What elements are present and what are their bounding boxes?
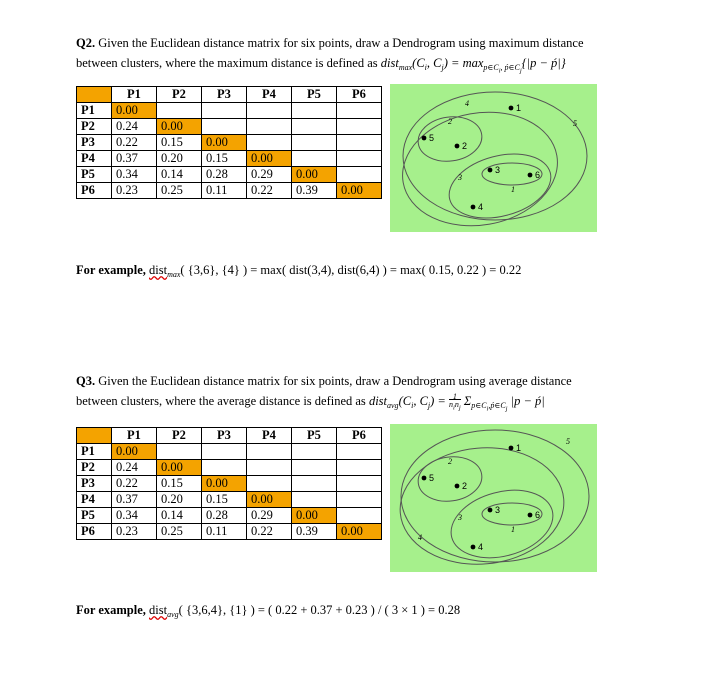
- point-6: [528, 173, 533, 178]
- matrix-cell: [202, 460, 247, 476]
- matrix-cell: 0.00: [337, 524, 382, 540]
- matrix-cell: 0.11: [202, 524, 247, 540]
- q3-example: [76, 603, 460, 619]
- matrix-col-header: P2: [157, 87, 202, 103]
- matrix-cell: 0.22: [247, 183, 292, 199]
- matrix-cell: [247, 103, 292, 119]
- matrix-cell: 0.00: [112, 103, 157, 119]
- matrix-cell: [337, 460, 382, 476]
- matrix-cell: 0.22: [112, 476, 157, 492]
- matrix-cell: 0.00: [337, 183, 382, 199]
- matrix-col-header: P5: [292, 87, 337, 103]
- matrix-cell: [157, 444, 202, 460]
- point-2: [455, 484, 460, 489]
- matrix-cell: [157, 103, 202, 119]
- point-label-5: 5: [429, 133, 435, 143]
- matrix-col-header: P1: [112, 428, 157, 444]
- matrix-cell: [292, 119, 337, 135]
- cluster-diagram-q3: [390, 424, 597, 572]
- matrix-cell: [337, 508, 382, 524]
- matrix-cell: 0.00: [157, 460, 202, 476]
- matrix-row-header: P1: [77, 444, 112, 460]
- matrix-row-header: P5: [77, 167, 112, 183]
- matrix-cell: 0.24: [112, 119, 157, 135]
- point-2: [455, 144, 460, 149]
- matrix-corner: [77, 428, 112, 444]
- matrix-cell: 0.15: [157, 135, 202, 151]
- matrix-cell: [292, 151, 337, 167]
- distance-matrix-q3: [76, 427, 382, 540]
- matrix-cell: 0.20: [157, 151, 202, 167]
- matrix-row-header: P6: [77, 524, 112, 540]
- matrix-col-header: P6: [337, 87, 382, 103]
- matrix-cell: 0.28: [202, 167, 247, 183]
- merge-label-5: 5: [566, 437, 570, 446]
- matrix-row: [77, 524, 382, 540]
- matrix-cell: [247, 135, 292, 151]
- matrix-cell: 0.20: [157, 492, 202, 508]
- matrix-col-header: P6: [337, 428, 382, 444]
- matrix-cell: 0.00: [247, 151, 292, 167]
- matrix-row: [77, 508, 382, 524]
- point-4: [471, 545, 476, 550]
- q2-example: [76, 263, 521, 279]
- matrix-cell: [247, 119, 292, 135]
- point-5: [422, 476, 427, 481]
- matrix-cell: [292, 476, 337, 492]
- matrix-col-header: P4: [247, 87, 292, 103]
- matrix-cell: 0.24: [112, 460, 157, 476]
- matrix-row: [77, 183, 382, 199]
- distance-matrix-q2: [76, 86, 382, 199]
- matrix-col-header: P3: [202, 428, 247, 444]
- q3-number: Q3.: [76, 374, 96, 388]
- matrix-cell: 0.28: [202, 508, 247, 524]
- point-label-6: 6: [535, 170, 541, 180]
- point-label-1: 1: [516, 103, 522, 113]
- matrix-cell: 0.23: [112, 183, 157, 199]
- point-3: [488, 168, 493, 173]
- point-1: [509, 106, 514, 111]
- q3-line2: [76, 391, 676, 420]
- matrix-cell: [292, 492, 337, 508]
- matrix-cell: [202, 119, 247, 135]
- matrix-cell: [337, 167, 382, 183]
- point-6: [528, 513, 533, 518]
- diagram-background: [390, 84, 597, 232]
- q3-line1-text: Given the Euclidean distance matrix for six points, draw a Dendrogram using average distance: [98, 374, 572, 388]
- matrix-row: [77, 151, 382, 167]
- point-label-4: 4: [478, 202, 484, 212]
- matrix-cell: 0.22: [247, 524, 292, 540]
- matrix-row-header: P2: [77, 119, 112, 135]
- cluster-diagram-q2: [390, 84, 597, 232]
- point-label-6: 6: [535, 510, 541, 520]
- q3-example-dist: dist$_{avg}$: [149, 603, 179, 619]
- merge-label-1: 1: [511, 185, 515, 194]
- matrix-cell: 0.25: [157, 524, 202, 540]
- matrix-row: [77, 444, 382, 460]
- merge-label-5: 5: [573, 119, 577, 128]
- matrix-row-header: P6: [77, 183, 112, 199]
- point-1: [509, 446, 514, 451]
- point-label-3: 3: [495, 505, 501, 515]
- merge-label-1: 1: [511, 525, 515, 534]
- matrix-cell: [247, 460, 292, 476]
- q2-formula: $dist_{max}(C_i$, $C_j) = \max_{p\in C_i, ṕ\in C_j}\{|p$ − ṕ|}: [380, 56, 566, 75]
- matrix-col-header: P5: [292, 428, 337, 444]
- q2-text: [76, 33, 676, 82]
- matrix-cell: [337, 492, 382, 508]
- matrix-cell: [247, 476, 292, 492]
- q2-example-label: For example,: [76, 263, 146, 277]
- matrix-cell: [292, 444, 337, 460]
- matrix-cell: 0.00: [292, 508, 337, 524]
- q2-line1-text: Given the Euclidean distance matrix for six points, draw a Dendrogram using maximum distance: [98, 36, 584, 50]
- matrix-row: [77, 103, 382, 119]
- q3-example-rest: ( {3,6,4}, {1} ) = ( 0.22 + 0.37 + 0.23 ) / ( 3 × 1 ) = 0.28: [178, 603, 461, 617]
- matrix-row: [77, 135, 382, 151]
- q3-text: [76, 371, 676, 420]
- q3-line2-text: between clusters, where the average distance is defined as: [76, 394, 366, 408]
- merge-label-3: 3: [458, 513, 462, 522]
- matrix-cell: 0.37: [112, 151, 157, 167]
- matrix-cell: [202, 103, 247, 119]
- diagram-background: [390, 424, 597, 572]
- matrix-cell: 0.39: [292, 183, 337, 199]
- q3-formula: $dist_{avg}(C_i$, $C_j) = 1$ $n_in_j$ $\Sigma_{p\in C_i,ṕ\in C_j}$ |p − ṕ|: [368, 392, 545, 413]
- q3-line1: [76, 371, 676, 391]
- matrix-cell: [292, 460, 337, 476]
- matrix-cell: 0.29: [247, 508, 292, 524]
- matrix-cell: [337, 151, 382, 167]
- matrix-cell: 0.11: [202, 183, 247, 199]
- matrix-cell: 0.39: [292, 524, 337, 540]
- matrix-cell: 0.14: [157, 508, 202, 524]
- matrix-row: [77, 476, 382, 492]
- q2-line2: [76, 53, 676, 82]
- matrix-cell: 0.22: [112, 135, 157, 151]
- merge-label-3: 3: [458, 173, 462, 182]
- matrix-col-header: P4: [247, 428, 292, 444]
- matrix-col-header: P3: [202, 87, 247, 103]
- point-label-5: 5: [429, 473, 435, 483]
- matrix-cell: 0.00: [202, 476, 247, 492]
- matrix-row-header: P1: [77, 103, 112, 119]
- matrix-cell: 0.34: [112, 167, 157, 183]
- point-label-1: 1: [516, 443, 522, 453]
- point-4: [471, 205, 476, 210]
- matrix-cell: 0.34: [112, 508, 157, 524]
- matrix-row-header: P4: [77, 151, 112, 167]
- matrix-cell: 0.15: [202, 492, 247, 508]
- point-3: [488, 508, 493, 513]
- matrix-row: [77, 492, 382, 508]
- matrix-cell: 0.00: [247, 492, 292, 508]
- matrix-cell: [202, 444, 247, 460]
- matrix-cell: [337, 444, 382, 460]
- matrix-cell: 0.00: [292, 167, 337, 183]
- matrix-row-header: P4: [77, 492, 112, 508]
- q2-example-rest: ( {3,6}, {4} ) = max( dist(3,4), dist(6,4) ) = max( 0.15, 0.22 ) = 0.22: [180, 263, 522, 277]
- point-label-2: 2: [462, 141, 468, 151]
- q2-number: Q2.: [76, 36, 96, 50]
- matrix-header-row: [77, 428, 382, 444]
- matrix-cell: [337, 119, 382, 135]
- matrix-cell: 0.15: [202, 151, 247, 167]
- matrix-cell: 0.23: [112, 524, 157, 540]
- matrix-row: [77, 167, 382, 183]
- point-label-4: 4: [478, 542, 484, 552]
- matrix-cell: 0.14: [157, 167, 202, 183]
- matrix-cell: [247, 444, 292, 460]
- point-label-3: 3: [495, 165, 501, 175]
- matrix-cell: 0.15: [157, 476, 202, 492]
- matrix-row: [77, 119, 382, 135]
- matrix-col-header: P1: [112, 87, 157, 103]
- matrix-cell: [292, 135, 337, 151]
- matrix-cell: 0.00: [157, 119, 202, 135]
- matrix-cell: 0.25: [157, 183, 202, 199]
- merge-label-2: 2: [448, 117, 452, 126]
- point-label-2: 2: [462, 481, 468, 491]
- matrix-cell: 0.00: [112, 444, 157, 460]
- q3-example-label: For example,: [76, 603, 146, 617]
- matrix-row-header: P2: [77, 460, 112, 476]
- matrix-cell: [337, 103, 382, 119]
- merge-label-2: 2: [448, 457, 452, 466]
- matrix-row-header: P3: [77, 476, 112, 492]
- point-5: [422, 136, 427, 141]
- matrix-cell: 0.29: [247, 167, 292, 183]
- merge-label-4: 4: [465, 99, 469, 108]
- matrix-row-header: P5: [77, 508, 112, 524]
- matrix-cell: [337, 476, 382, 492]
- q2-example-dist: dist$_{max}$: [149, 263, 181, 279]
- matrix-row: [77, 460, 382, 476]
- q2-line1: [76, 33, 676, 53]
- matrix-cell: 0.00: [202, 135, 247, 151]
- matrix-cell: 0.37: [112, 492, 157, 508]
- q2-line2-text: between clusters, where the maximum distance is defined as: [76, 56, 378, 70]
- matrix-col-header: P2: [157, 428, 202, 444]
- matrix-cell: [292, 103, 337, 119]
- matrix-corner: [77, 87, 112, 103]
- matrix-header-row: [77, 87, 382, 103]
- matrix-row-header: P3: [77, 135, 112, 151]
- merge-label-4: 4: [418, 533, 422, 542]
- matrix-cell: [337, 135, 382, 151]
